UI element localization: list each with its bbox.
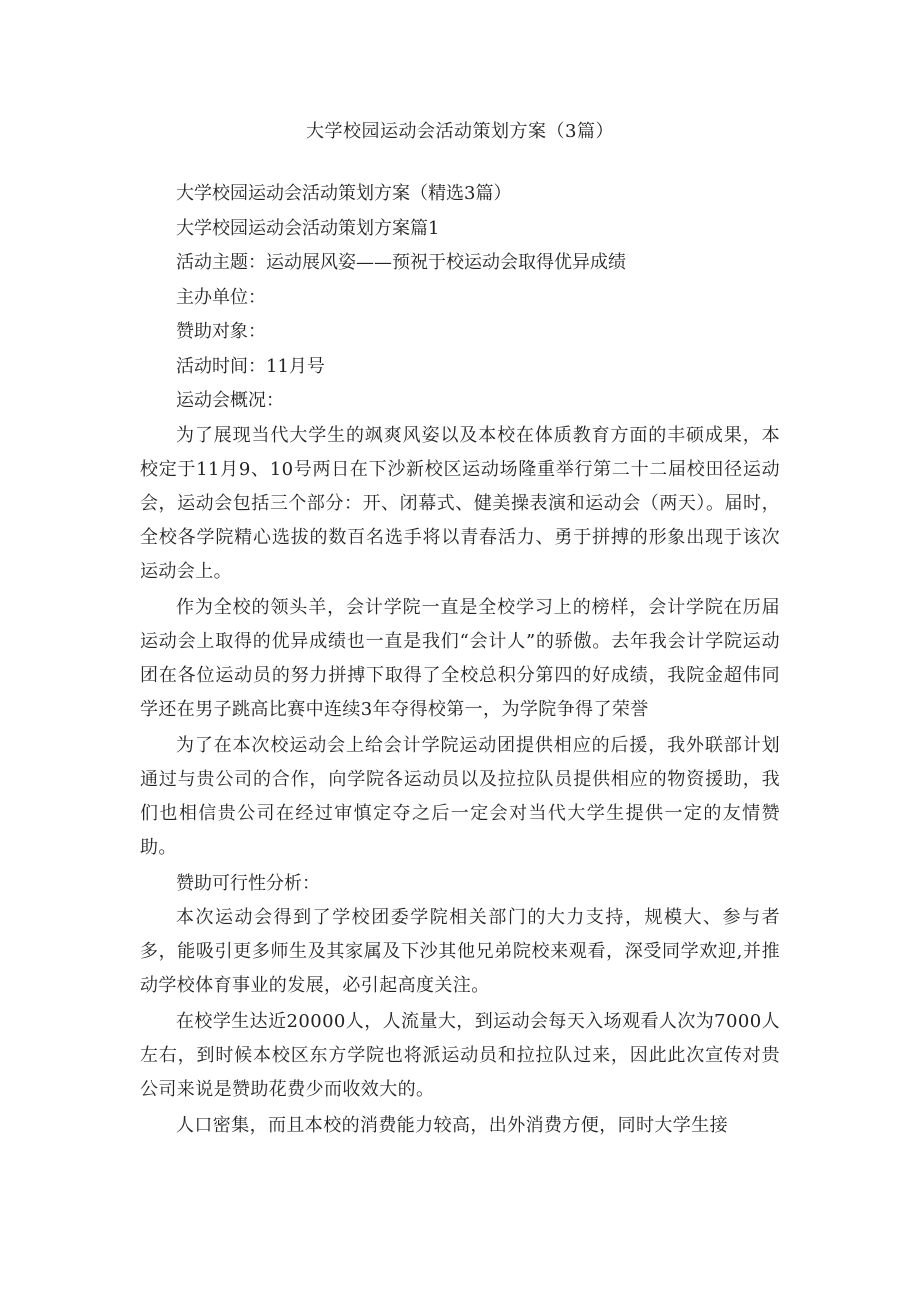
activity-time-line: 活动时间：11月号: [176, 355, 325, 377]
feasibility-label: 赞助可行性分析：: [176, 872, 320, 894]
section-heading: 大学校园运动会活动策划方案篇1: [176, 217, 440, 239]
body-paragraph: 在校学生达近20000人，人流量大，到运动会每天入场观看人次为7000人左右，到时候本校区东方学院也将派运动员和拉拉队过来，因此此次宣传对贵公司来说是赞助花费少而收效大的。: [140, 1011, 780, 1100]
sponsor-target-line: 赞助对象：: [176, 321, 266, 342]
body-paragraph: 本次运动会得到了学校团委学院相关部门的大力支持，规模大、参与者多，能吸引更多师生及其家属及下沙其他兄弟院校来观看，深受同学欢迎,并推动学校体育事业的发展，必引起高度关注。: [140, 907, 780, 996]
body-paragraph: 为了在本次校运动会上给会计学院运动团提供相应的后援，我外联部计划通过与贵公司的合作，向学院各运动员以及拉拉队员提供相应的物资援助，我们也相信贵公司在经过审慎定夺之后一定会对当代大学生提供一定的友情赞助。: [140, 734, 780, 858]
overview-label: 运动会概况：: [176, 390, 284, 411]
body-paragraph: 为了展现当代大学生的飒爽风姿以及本校在体质教育方面的丰硕成果，本校定于11月9、10号两日在下沙新校区运动场隆重举行第二十二届校田径运动会，运动会包括三个部分：开、闭幕式、健美操表演和运动会（两天）。届时，全校各学院精心选拔的数百名选手将以青春活力、勇于拼搏的形象出现于该次运动会上。: [140, 424, 780, 582]
activity-theme: 活动主题：运动展风姿——预祝于校运动会取得优异成绩: [176, 252, 626, 273]
body-paragraph: 作为全校的领头羊，会计学院一直是全校学习上的榜样，会计学院在历届运动会上取得的优异成绩也一直是我们“会计人”的骄傲。去年我会计学院运动团在各位运动员的努力拼搏下取得了全校总积分第四的好成绩，我院金超伟同学还在男子跳高比赛中连续3年夺得校第一，为学院争得了荣誉: [140, 596, 780, 720]
document-title: 大学校园运动会活动策划方案（3篇）: [306, 121, 614, 142]
organizer-line: 主办单位：: [176, 286, 266, 308]
body-paragraph: 人口密集，而且本校的消费能力较高，出外消费方便，同时大学生接: [176, 1115, 728, 1136]
subtitle-line: 大学校园运动会活动策划方案（精选3篇）: [176, 183, 512, 204]
